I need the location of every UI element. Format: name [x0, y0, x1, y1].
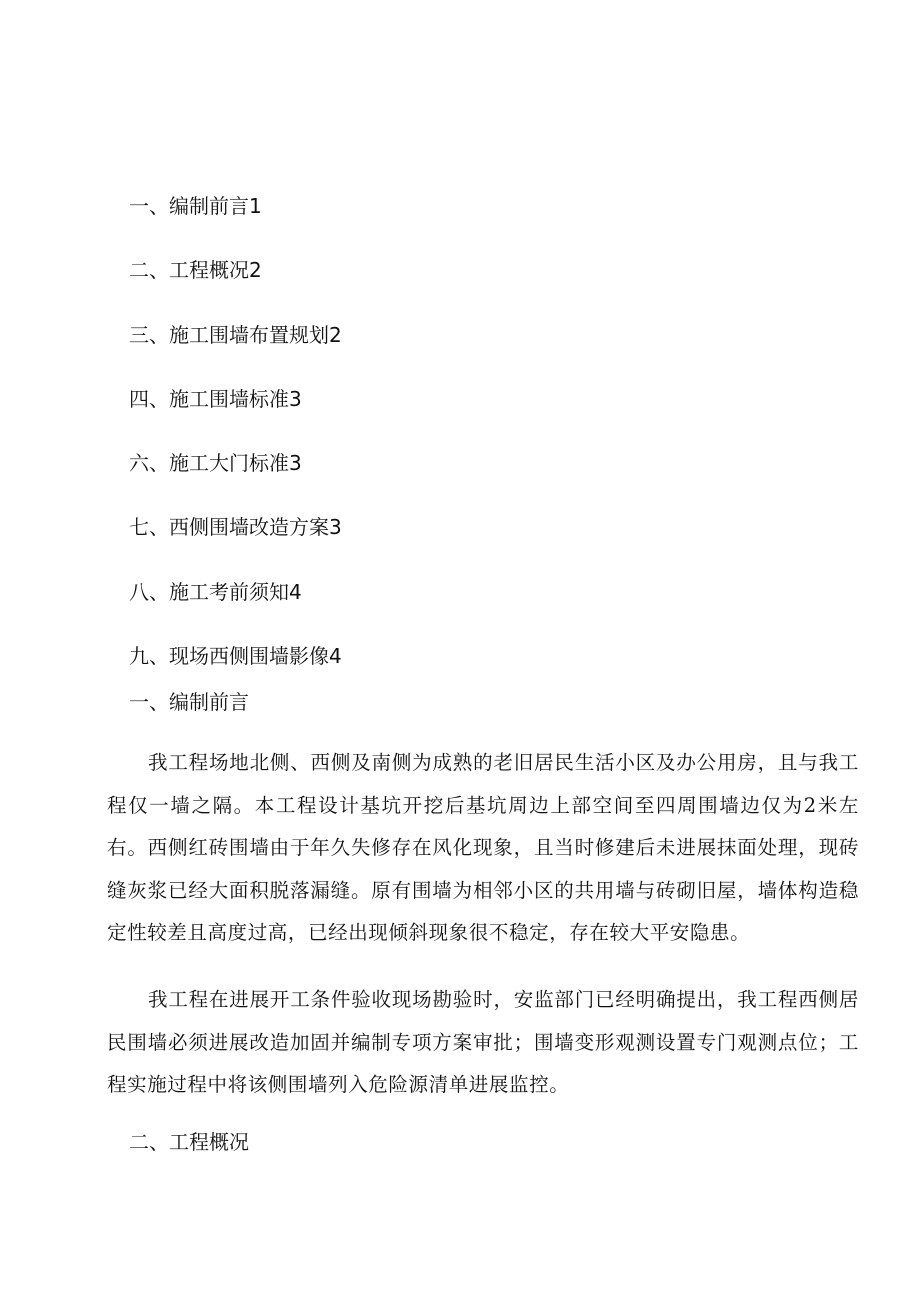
toc-item-title: 七、西侧围墙改造方案 [129, 515, 329, 540]
toc-item[interactable] [129, 319, 829, 383]
table-of-contents [129, 190, 829, 704]
toc-item-title: 六、施工大门标准 [129, 451, 289, 476]
toc-item-page: 2 [329, 322, 342, 347]
toc-item[interactable] [129, 447, 829, 511]
toc-item-page: 2 [249, 258, 262, 283]
toc-item-page: 3 [329, 515, 342, 540]
toc-item[interactable] [129, 190, 829, 254]
toc-item-title: 八、施工考前须知 [129, 579, 289, 604]
section-heading: 一、编制前言 [129, 690, 249, 714]
toc-item-title: 一、编制前言 [129, 194, 249, 218]
toc-item[interactable] [129, 383, 829, 447]
toc-item[interactable] [129, 511, 829, 575]
toc-item-page: 4 [329, 644, 342, 669]
toc-item[interactable] [129, 576, 829, 640]
body-paragraph: 我工程在进展开工条件验收现场勘验时，安监部门已经明确提出，我工程西侧居民围墙必须进展改造加固并编制专项方案审批；围墙变形观测设置专门观测点位；工程实施过程中将该侧围墙列入危险源清单进展监控。 [107, 988, 859, 1096]
toc-item-title: 四、施工围墙标准 [129, 386, 289, 411]
toc-item-title: 二、工程概况 [129, 258, 249, 283]
toc-item[interactable] [129, 254, 829, 318]
section-heading: 二、工程概况 [129, 1130, 249, 1154]
body-paragraph: 我工程场地北侧、西侧及南侧为成熟的老旧居民生活小区及办公用房，且与我工程仅一墙之隔。本工程设计基坑开挖后基坑周边上部空间至四周围墙边仅为2米左右。西侧红砖围墙由于年久失修存在风化现象，且当时修建后未进展抹面处理，现砖缝灰浆已经大面积脱落漏缝。原有围墙为相邻小区的共用墙与砖砌旧屋，墙体构造稳定性较差且高度过高，已经出现倾斜现象很不稳定，存在较大平安隐患。 [107, 751, 859, 944]
toc-item-title: 九、现场西侧围墙影像 [129, 644, 329, 669]
toc-item-title: 三、施工围墙布置规划 [129, 322, 329, 347]
toc-item-page: 4 [289, 579, 302, 604]
toc-item-page: 3 [289, 386, 302, 411]
toc-item-page: 1 [249, 194, 262, 218]
toc-item-page: 3 [289, 451, 302, 476]
